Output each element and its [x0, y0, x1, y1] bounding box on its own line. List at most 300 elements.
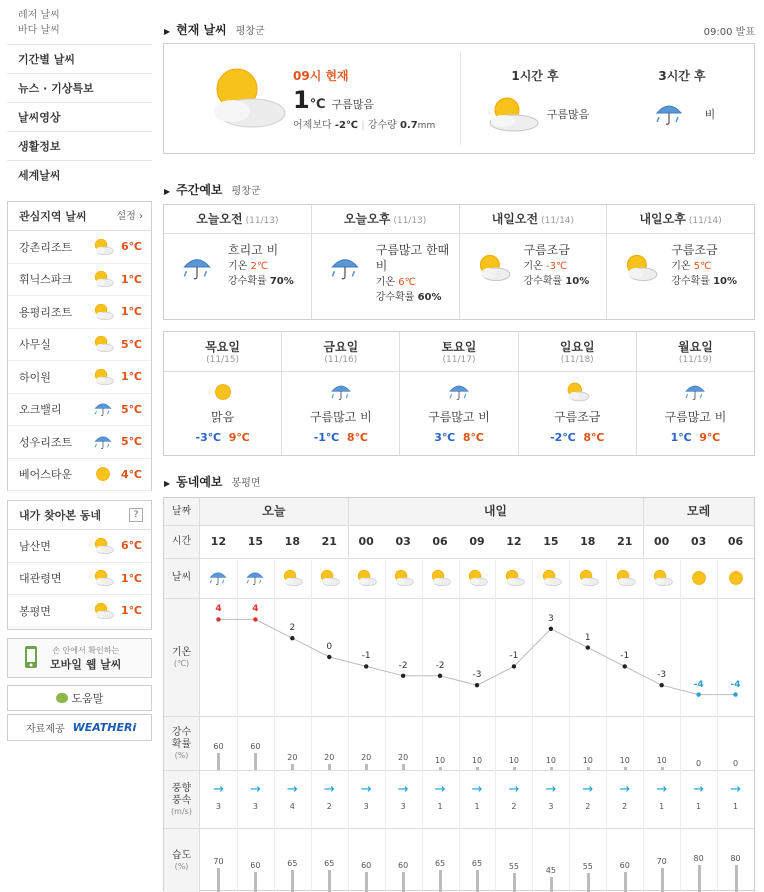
pop-label: 20: [287, 753, 298, 763]
menu-life-info[interactable]: 생활정보: [7, 132, 152, 161]
humidity-label: 80: [693, 853, 704, 863]
time-cell: 03: [690, 535, 707, 548]
region-weather-icon: [89, 398, 117, 420]
region-name: 봉평면: [19, 604, 51, 618]
time-cell: 09: [469, 535, 485, 548]
weekly-title: ▶ 주간예보 평창군: [164, 183, 261, 197]
temperature-point: [290, 636, 294, 640]
humidity-bar: [735, 865, 738, 892]
partly-cloudy-icon: [649, 568, 675, 588]
temp-label: -1: [509, 651, 519, 662]
pop-bar: [550, 767, 553, 770]
halfday-temp: 6℃: [398, 277, 416, 288]
halfday-column: 내일오전 (11/14) 구름조금 기온 -3℃ 강수확률 10%: [460, 205, 608, 319]
wind-arrow-icon: →: [249, 782, 261, 797]
rain-icon: [326, 380, 356, 404]
pop-bar: [402, 764, 405, 770]
humidity-label: 60: [361, 860, 372, 870]
wind-arrow-icon: →: [471, 782, 483, 797]
wind-arrow-icon: →: [397, 782, 409, 797]
rain-icon: [649, 94, 689, 134]
pop-label: 60: [250, 742, 261, 752]
humidity-bar: [365, 872, 368, 892]
halfday-temp: 2℃: [250, 261, 269, 272]
humidity-label: 70: [213, 857, 224, 867]
date-group: 오늘: [262, 504, 286, 518]
temperature-point: [733, 692, 737, 696]
humidity-bar: [550, 877, 553, 892]
forecast-1h-cond: 구름많음: [546, 108, 590, 121]
current-weather-box: [163, 43, 755, 154]
region-name: 베어스타운: [19, 468, 73, 482]
humidity-bar: [587, 873, 590, 892]
halfday-column: 오늘오전 (11/13) 흐리고 비 기온 2℃ 강수확률 70%: [164, 205, 312, 319]
humidity-bar: [291, 870, 294, 892]
pop-label: 60: [213, 742, 224, 752]
time-cell: 03: [395, 535, 411, 548]
pop-label: 20: [324, 753, 335, 763]
wind-speed: 1: [437, 802, 443, 811]
humidity-label: 65: [434, 858, 446, 868]
mobile-web-banner[interactable]: [7, 638, 152, 678]
menu-period-weather[interactable]: 기간별 날씨: [7, 45, 152, 74]
humidity-label: 65: [287, 858, 298, 868]
pop-bar: [661, 767, 664, 770]
halfday-header: 내일오전 (11/14): [460, 205, 607, 234]
region-row[interactable]: [8, 563, 151, 596]
weekday-min: -1℃: [313, 431, 340, 444]
wind-arrow-icon: →: [582, 782, 594, 797]
temp-label: -1: [620, 651, 630, 662]
humidity-bar: [217, 868, 220, 892]
sun-icon: [208, 380, 238, 404]
temperature-point: [659, 683, 663, 687]
weekday-max: 8℃: [583, 431, 605, 444]
weekday-max: 9℃: [699, 431, 721, 444]
my-town-title: 내가 찾아본 동네: [19, 509, 102, 522]
time-cell: 21: [617, 535, 633, 548]
pop-label: 20: [361, 753, 372, 763]
temp-label: -4: [730, 679, 741, 690]
region-name: 하이원: [19, 370, 51, 384]
menu-news[interactable]: 뉴스 · 기상특보: [7, 74, 152, 103]
halfday-temp: 5℃: [693, 261, 712, 272]
current-temp-unit: ℃: [309, 97, 326, 112]
halfday-pop: 10%: [565, 276, 590, 287]
region-row[interactable]: [8, 329, 151, 362]
sidebar-link-sea[interactable]: 바다 날씨: [18, 25, 60, 36]
wind-speed: 3: [400, 802, 406, 811]
sun-icon: [723, 568, 749, 588]
partly-cloudy-icon: [612, 568, 638, 588]
wind-speed: 2: [511, 802, 517, 811]
temp-label: -2: [435, 660, 445, 671]
humidity-label: 70: [656, 857, 667, 867]
current-detail: 어제보다 -2℃ | 강수량 0.7mm: [293, 120, 436, 131]
wind-speed: 1: [659, 802, 665, 811]
humidity-label: 55: [582, 862, 593, 872]
wind-arrow-icon: →: [693, 782, 705, 797]
rain-icon: [324, 252, 366, 284]
weekday-column: [282, 332, 400, 455]
town-forecast-title: ▶ 동네예보 봉평면: [164, 475, 261, 489]
region-row[interactable]: [8, 296, 151, 329]
region-weather-icon: [89, 301, 117, 323]
partly-cloudy-icon: [90, 536, 116, 556]
humidity-label: 60: [619, 860, 630, 870]
weekday-condition: 맑음: [211, 410, 235, 424]
humidity-label: 60: [398, 860, 409, 870]
region-weather-icon: [89, 333, 117, 355]
partly-cloudy-icon: [575, 568, 601, 588]
pop-label: 10: [434, 756, 446, 766]
region-temp: 5℃: [121, 435, 142, 449]
partly-cloudy-icon: [464, 568, 490, 588]
wind-arrow-icon: →: [545, 782, 557, 797]
region-name: 사무실: [19, 338, 51, 352]
menu-world-weather[interactable]: 세계날씨: [18, 169, 61, 182]
partly-cloudy-icon: [279, 568, 305, 588]
sidebar-top-menu: [7, 0, 152, 38]
sun-icon: [90, 464, 116, 484]
humidity-label: 65: [471, 858, 483, 868]
region-temp: 6℃: [121, 240, 142, 254]
region-weather-icon: [89, 366, 117, 388]
region-temp: 5℃: [121, 402, 142, 416]
sidebar-cut-item: [7, 0, 152, 8]
partly-cloudy-icon: [90, 269, 116, 289]
halfday-condition: 구름조금: [671, 243, 718, 257]
region-name: 용평리조트: [19, 305, 73, 319]
region-temp: 6℃: [121, 539, 142, 553]
region-temp: 4℃: [121, 467, 142, 481]
row-label-pop: 강수 확률 (%): [164, 716, 200, 770]
humidity-label: 45: [545, 865, 556, 875]
wind-arrow-icon: →: [434, 782, 446, 797]
region-name: 강촌리조트: [19, 240, 73, 254]
weekday-min: -3℃: [195, 431, 222, 444]
partly-cloudy-icon: [501, 568, 527, 588]
temp-label: 1: [584, 632, 591, 643]
time-cell: 00: [358, 535, 374, 548]
weekday-max: 8℃: [462, 431, 484, 444]
humidity-bar: [328, 870, 331, 892]
partly-cloudy-icon: [481, 94, 541, 134]
region-row[interactable]: [8, 394, 151, 427]
section-arrow-icon: ▶: [164, 187, 171, 196]
region-row[interactable]: [8, 459, 151, 492]
region-name: 오크밸리: [19, 403, 62, 417]
weekday-max: 8℃: [346, 431, 368, 444]
wind-arrow-icon: →: [619, 782, 631, 797]
wind-speed: 2: [326, 802, 332, 811]
temp-label: 3: [547, 613, 554, 624]
my-town-list: [8, 530, 151, 628]
interest-title: 관심지역 날씨: [19, 210, 87, 223]
temp-label: -4: [693, 679, 704, 690]
halfday-header: 내일오후 (11/14): [607, 205, 754, 234]
current-weather-icon: [197, 61, 287, 134]
time-cell: 06: [727, 535, 744, 548]
current-time-label: 09시 현재: [293, 69, 349, 83]
temperature-point: [401, 674, 405, 678]
partly-cloudy-icon: [90, 568, 116, 588]
halfday-column: 내일오후 (11/14) 구름조금 기온 5℃ 강수확률 10%: [607, 205, 754, 319]
temperature-point: [696, 692, 700, 696]
pop-label: 10: [619, 756, 630, 766]
region-temp: 1℃: [121, 370, 142, 384]
region-name: 휘닉스파크: [19, 273, 73, 287]
region-row[interactable]: [8, 264, 151, 297]
time-cell: 15: [543, 535, 559, 548]
weekly-halfday-box: [163, 204, 755, 320]
wind-speed: 2: [622, 802, 628, 811]
data-source-label: 자료제공: [26, 724, 65, 735]
help-bubble-icon: [56, 693, 68, 703]
pop-label: 10: [508, 756, 520, 766]
humidity-label: 60: [250, 860, 261, 870]
pop-bar: [587, 767, 590, 770]
temperature-point: [512, 664, 516, 668]
data-source-box: [7, 714, 152, 741]
weekday-max: 9℃: [228, 431, 250, 444]
temp-label: 4: [215, 604, 222, 615]
rain-icon: [90, 399, 116, 419]
time-cell: 12: [506, 535, 522, 548]
weekday-min: -2℃: [550, 431, 576, 444]
halfday-condition: 흐리고 비: [228, 243, 279, 257]
mobile-big-text: 모바일 웹 날씨: [50, 657, 122, 671]
temperature-point: [364, 664, 368, 668]
pop-bar: [254, 753, 257, 770]
temp-label: 4: [252, 604, 259, 615]
pop-bar: [217, 753, 220, 770]
wind-arrow-icon: →: [360, 782, 372, 797]
halfday-pop: 70%: [269, 276, 294, 287]
weekday-column: [519, 332, 637, 455]
weekday-condition: 구름많고 비: [428, 410, 490, 424]
partly-cloudy-icon: [390, 568, 416, 588]
interest-region-box: [7, 201, 152, 491]
partly-cloudy-icon: [353, 568, 379, 588]
date-group: 모레: [686, 504, 711, 518]
weekday-header: 목요일 (11/15): [164, 332, 281, 372]
pop-label: 10: [656, 756, 667, 766]
forecast-1h: [461, 44, 609, 134]
humidity-label: 55: [508, 862, 520, 872]
weekday-min: 1℃: [670, 431, 692, 444]
time-cell: 12: [210, 535, 227, 548]
wind-speed: 3: [363, 802, 369, 811]
weekday-column: [400, 332, 518, 455]
halfday-header: 오늘오전 (11/13): [164, 205, 311, 234]
weekday-header: 금요일 (11/16): [282, 332, 399, 372]
pop-bar: [476, 767, 479, 770]
region-row[interactable]: [8, 530, 151, 563]
weekday-condition: 구름많고 비: [309, 410, 372, 424]
rain-icon: [205, 568, 231, 588]
time-cell: 18: [284, 535, 300, 548]
interest-list: [8, 231, 151, 491]
date-group: 내일: [483, 504, 508, 518]
weekday-min: 3℃: [434, 431, 456, 444]
temperature-point: [327, 655, 331, 659]
halfday-header: 오늘오후 (11/13): [312, 205, 459, 234]
row-label-temp: 기온 (℃): [164, 598, 200, 716]
halfday-column: 오늘오후 (11/13) 구름많고 한때 비 기온 6℃ 강수확률 60%: [312, 205, 460, 319]
region-weather-icon: [89, 431, 117, 453]
temp-label: -3: [657, 670, 667, 681]
wind-arrow-icon: →: [213, 782, 224, 797]
region-temp: 5℃: [121, 337, 142, 351]
pop-label: 0: [732, 759, 739, 768]
row-label-wind: 풍향 풍속 (m/s): [164, 770, 200, 828]
region-name: 대관령면: [19, 572, 62, 586]
weekday-condition: 구름많고 비: [664, 410, 727, 424]
rain-icon: [444, 380, 474, 404]
humidity-bar: [624, 872, 627, 892]
humidity-bar: [661, 868, 664, 892]
region-temp: 1℃: [121, 305, 142, 319]
town-forecast-table: [163, 497, 755, 891]
humidity-bar: [698, 865, 701, 892]
region-temp: 1℃: [121, 571, 142, 585]
temp-label: 0: [326, 642, 333, 652]
region-name: 남산면: [19, 539, 51, 553]
weekday-condition: 구름조금: [554, 410, 601, 424]
humidity-bar: [402, 872, 405, 892]
pop-bar: [291, 764, 294, 770]
temperature-point: [623, 664, 627, 668]
pop-bar: [513, 767, 516, 770]
wind-speed: 3: [215, 802, 221, 811]
issue-time: 09:00 발표: [703, 27, 755, 38]
region-temp: 1℃: [121, 604, 142, 618]
wind-speed: 1: [474, 802, 480, 811]
wind-arrow-icon: →: [508, 782, 520, 797]
region-weather-icon: [89, 463, 117, 485]
partly-cloudy-icon: [538, 568, 564, 588]
region-row[interactable]: [8, 595, 151, 628]
region-row[interactable]: [8, 361, 151, 394]
row-label-time: 시간: [164, 525, 200, 558]
mobile-phone-icon: [22, 645, 40, 671]
region-name: 성우리조트: [19, 435, 73, 449]
wind-speed: 3: [252, 802, 258, 811]
wind-speed: 1: [732, 802, 739, 811]
wind-arrow-icon: →: [730, 782, 741, 797]
humidity-bar: [476, 870, 479, 892]
pop-label: 10: [471, 756, 483, 766]
region-weather-icon: [89, 600, 117, 622]
humidity-label: 80: [730, 853, 741, 863]
halfday-pop: 10%: [713, 276, 738, 287]
menu-video[interactable]: 날씨영상: [7, 103, 152, 132]
rain-icon: [680, 380, 710, 404]
row-label-wx: 날씨: [164, 558, 200, 598]
halfday-condition: 구름조금: [523, 243, 570, 257]
region-weather-icon: [89, 236, 117, 258]
weekday-column: [164, 332, 282, 455]
humidity-label: 65: [324, 858, 335, 868]
interest-setting-link[interactable]: 설정 ›: [116, 211, 143, 222]
rain-icon: [176, 252, 218, 284]
partly-cloudy-icon: [90, 237, 116, 257]
sun-icon: [686, 568, 712, 588]
region-weather-icon: [89, 268, 117, 290]
temperature-point: [475, 683, 479, 687]
pop-label: 0: [696, 759, 702, 768]
my-town-header: [8, 501, 151, 530]
pop-bar: [365, 764, 368, 770]
pop-bar: [328, 764, 331, 770]
help-button[interactable]: [7, 685, 152, 711]
humidity-bar: [439, 870, 442, 892]
sidebar-menu: [7, 44, 152, 190]
temperature-point: [216, 617, 220, 621]
wind-arrow-icon: →: [286, 782, 298, 797]
rain-icon: [242, 568, 268, 588]
row-label-hum: 습도 (%): [164, 828, 200, 892]
partly-cloudy-icon: [619, 252, 661, 284]
my-town-box: [7, 500, 152, 630]
section-arrow-icon: ▶: [164, 27, 171, 36]
region-weather-icon: [89, 567, 117, 589]
time-cell: 06: [432, 535, 448, 548]
forecast-3h: [609, 44, 755, 134]
temp-label: -2: [398, 660, 408, 671]
current-condition: 구름많음: [331, 98, 374, 111]
halfday-pop: 60%: [417, 292, 442, 303]
time-cell: 21: [321, 535, 337, 548]
interest-header: [8, 202, 151, 231]
pop-label: 20: [398, 753, 409, 763]
weatheri-logo: WEATHERi: [72, 721, 137, 734]
help-question-icon[interactable]: ?: [129, 508, 143, 522]
pop-label: 10: [545, 756, 556, 766]
partly-cloudy-icon: [90, 601, 116, 621]
temp-label: 2: [289, 623, 296, 634]
time-cell: 00: [654, 535, 670, 548]
weekly-days-box: [163, 331, 755, 456]
sidebar-link-leisure[interactable]: 레저 날씨: [18, 10, 60, 21]
partly-cloudy-icon: [562, 380, 592, 404]
wind-arrow-icon: →: [323, 782, 335, 797]
temperature-point: [549, 627, 553, 631]
partly-cloudy-icon: [316, 568, 342, 588]
region-row[interactable]: [8, 426, 151, 459]
wind-arrow-icon: →: [656, 782, 668, 797]
humidity-bar: [513, 873, 516, 892]
row-label-date: 날짜: [164, 498, 200, 525]
partly-cloudy-icon: [90, 334, 116, 354]
weekday-header: 토요일 (11/17): [400, 332, 517, 372]
wind-speed: 1: [696, 802, 702, 811]
temp-label: -1: [361, 651, 371, 662]
help-label: 도움말: [71, 692, 104, 705]
mobile-small-text: 손 안에서 확인하는: [52, 645, 120, 655]
temperature-point: [586, 645, 590, 649]
time-cell: 15: [247, 535, 264, 548]
section-arrow-icon: ▶: [164, 479, 171, 488]
region-weather-icon: [89, 535, 117, 557]
partly-cloudy-icon: [427, 568, 453, 588]
wind-speed: 4: [289, 802, 295, 811]
region-row[interactable]: [8, 231, 151, 264]
humidity-bar: [254, 872, 257, 892]
current-weather-title: ▶ 현재 날씨 평창군: [164, 23, 265, 37]
forecast-3h-cond: 비: [704, 108, 716, 121]
